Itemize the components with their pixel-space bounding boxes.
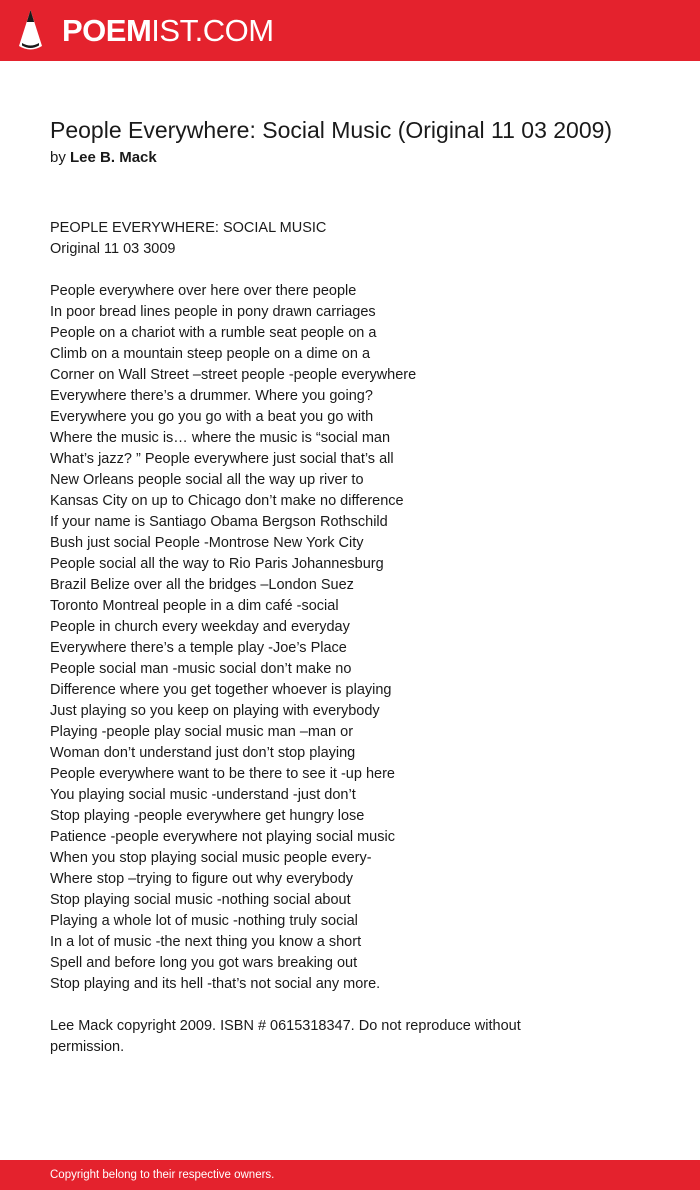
footer-copyright: Copyright belong to their respective owners. — [50, 1169, 275, 1181]
poem-heading-line: Original 11 03 3009 — [50, 241, 176, 257]
site-header — [0, 0, 700, 61]
poem-line: Stop playing social music -nothing social about — [50, 892, 351, 908]
poem-line: Everywhere there’s a drummer. Where you going? — [50, 388, 373, 404]
poem-line: In poor bread lines people in pony drawn carriages — [50, 304, 376, 320]
poem-line: Where the music is… where the music is “social man — [50, 430, 391, 446]
poem-line: If your name is Santiago Obama Bergson Rothschild — [50, 514, 388, 530]
poem-line: People social all the way to Rio Paris Johannesburg — [50, 556, 384, 572]
poem-line: Bush just social People -Montrose New York City — [50, 535, 364, 551]
poem-text — [50, 218, 640, 995]
brand-light: IST.COM — [151, 13, 274, 48]
poem-line: People in church every weekday and everyday — [50, 619, 350, 635]
poem-heading-line: PEOPLE EVERYWHERE: SOCIAL MUSIC — [50, 220, 327, 236]
poem-line: Everywhere there’s a temple play -Joe’s Place — [50, 640, 347, 656]
poem-line: Playing a whole lot of music -nothing truly social — [50, 913, 358, 929]
by-label: by — [50, 149, 66, 166]
poem-line: People everywhere over here over there people — [50, 283, 357, 299]
byline — [50, 148, 640, 168]
poem-line: New Orleans people social all the way up river to — [50, 472, 364, 488]
poem-line: In a lot of music -the next thing you know a short — [50, 934, 362, 950]
poem-title: People Everywhere: Social Music (Original 11 03 2009) — [50, 117, 613, 143]
poem-line: You playing social music -understand -just don’t — [50, 787, 356, 803]
poem-line: Everywhere you go you go with a beat you go with — [50, 409, 374, 425]
pencil-tip-icon[interactable] — [17, 9, 44, 52]
poem-line: Playing -people play social music man –man or — [50, 724, 354, 740]
poem-line: Toronto Montreal people in a dim café -social — [50, 598, 339, 614]
poem-line: People on a chariot with a rumble seat people on a — [50, 325, 377, 341]
poem-line: Brazil Belize over all the bridges –London Suez — [50, 577, 354, 593]
site-footer — [0, 1160, 700, 1190]
brand-bold: POEM — [62, 13, 152, 48]
poem-line: When you stop playing social music people every- — [50, 850, 372, 866]
poem-line: Woman don’t understand just don’t stop playing — [50, 745, 356, 761]
poem-line: Stop playing -people everywhere get hungry lose — [50, 808, 365, 824]
poem-line: Where stop –trying to figure out why everybody — [50, 871, 354, 887]
poem-line: Difference where you get together whoever is playing — [50, 682, 392, 698]
poem-line: Just playing so you keep on playing with everybody — [50, 703, 380, 719]
poem-line: Spell and before long you got wars breaking out — [50, 955, 358, 971]
author-name[interactable]: Lee B. Mack — [70, 149, 157, 166]
copyright-note: Lee Mack copyright 2009. ISBN # 0615318347. Do not reproduce without permission. — [50, 1018, 521, 1055]
poem-line: Corner on Wall Street –street people -people everywhere — [50, 367, 417, 383]
poem-line: Stop playing and its hell -that’s not social any more. — [50, 976, 381, 992]
poem-line: What’s jazz? ” People everywhere just social that’s all — [50, 451, 394, 467]
stanza-spacer — [50, 260, 640, 281]
poem-line: People everywhere want to be there to see it -up here — [50, 766, 395, 782]
poem-line: People social man -music social don’t make no — [50, 661, 352, 677]
poem-line: Kansas City on up to Chicago don’t make no difference — [50, 493, 404, 509]
site-logo-text[interactable] — [62, 12, 274, 50]
poem-line: Patience -people everywhere not playing social music — [50, 829, 395, 845]
poem-lines — [50, 281, 640, 995]
poem-line: Climb on a mountain steep people on a dime on a — [50, 346, 371, 362]
poem-content — [50, 117, 640, 1058]
